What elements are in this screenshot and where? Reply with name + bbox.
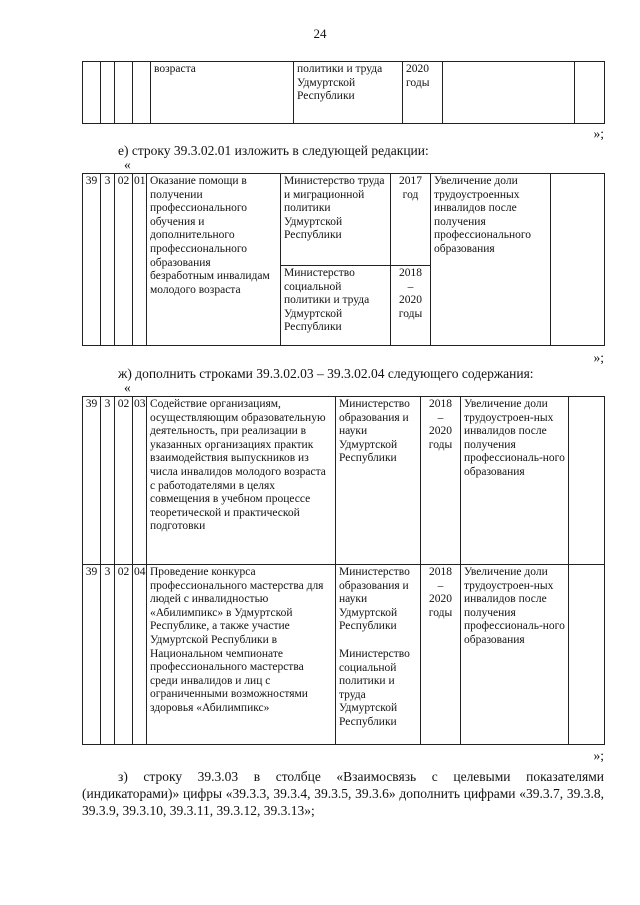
cell-years: 2018 – 2020 годы	[421, 397, 461, 565]
paragraph-e: е) строку 39.3.02.01 изложить в следующей редакции:	[118, 143, 429, 158]
cell	[101, 62, 115, 124]
cell-years: 2018 – 2020 годы	[391, 266, 431, 346]
closing-quote: »;	[593, 748, 604, 763]
cell-description: Оказание помощи в получении профессионального обучения и дополнительного профессионального образования безработным инвалидам молодого возраста	[147, 174, 281, 346]
cell-code-3: 02	[115, 174, 133, 346]
cell-code-1: 39	[83, 397, 101, 565]
cell-result	[443, 62, 575, 124]
cell-executor: политики и труда Удмуртской Республики	[294, 62, 403, 124]
opening-quote: «	[124, 157, 131, 172]
executor-name: Министерство социальной политики и труда Удмуртской Республики	[339, 647, 410, 728]
cell-description: Проведение конкурса профессионального мастерства для людей с инвалидностью «Абилимпикс» в Удмуртской Республике, а также участие Удмуртской Республики в Национальном чемпионате профессионального мастерства среди инвалидов и лиц с ограниченными возможностями здоровья «Абилимпикс»	[147, 565, 336, 745]
cell-years: 2018 – 2020 годы	[421, 565, 461, 745]
cell-code-2: 3	[101, 174, 115, 346]
table-row	[83, 174, 605, 266]
table-row	[83, 565, 605, 745]
cell-code-1: 39	[83, 174, 101, 346]
paragraph-zh: ж) дополнить строками 39.3.02.03 – 39.3.02.04 следующего содержания:	[118, 366, 534, 381]
table-row	[83, 397, 605, 565]
page-number: 24	[313, 26, 327, 41]
cell-executor: Министерство труда и миграционной политики Удмуртской Республики	[281, 174, 391, 266]
cell-description: возраста	[151, 62, 294, 124]
executor-name: Министерство образования и науки Удмуртской Республики	[339, 566, 410, 633]
cell	[83, 62, 101, 124]
cell-code-3: 02	[115, 565, 133, 745]
cell	[575, 62, 605, 124]
cell-result: Увеличение доли трудоустроен-ных инвалидов после получения профессиональ-ного образования	[461, 565, 569, 745]
closing-quote: »;	[593, 126, 604, 141]
cell-executor: Министерство социальной политики и труда Удмуртской Республики	[281, 266, 391, 346]
cell-empty	[569, 565, 605, 745]
cell-executor: Министерство образования и науки Удмуртской Республики	[336, 397, 421, 565]
cell	[115, 62, 133, 124]
cell-code-1: 39	[83, 565, 101, 745]
paragraph-z: з) строку 39.3.03 в столбце «Взаимосвязь с целевыми показателями (индикаторами)» цифры «39.3.3, 39.3.4, 39.3.5, 39.3.6» дополнить цифрами «39.3.7, 39.3.8, 39.3.9, 39.3.10, 39.3.11, 39.3.12, 39.3.13»;	[82, 769, 604, 818]
cell-code-4: 03	[133, 397, 147, 565]
opening-quote: «	[124, 380, 131, 395]
cell-code-2: 3	[101, 565, 115, 745]
cell-code-4: 04	[133, 565, 147, 745]
cell-years: 2017 год	[391, 174, 431, 266]
cell-empty	[569, 397, 605, 565]
cell	[133, 62, 151, 124]
top-table	[82, 61, 605, 124]
cell-code-4: 01	[133, 174, 147, 346]
cell-empty	[551, 174, 605, 346]
table-rows-39-3-02-03-04	[82, 396, 605, 745]
table-row-39-3-02-01	[82, 173, 605, 346]
cell-code-2: 3	[101, 397, 115, 565]
cell-result: Увеличение доли трудоустроенных инвалидов после получения профессионального образования	[431, 174, 551, 346]
cell-executor	[336, 565, 421, 745]
cell-years: 2020 годы	[403, 62, 443, 124]
cell-description: Содействие организациям, осуществляющим образовательную деятельность, при реализации в указанных организациях практик взаимодействия выпускников из числа инвалидов молодого возраста с работодателями в целях совмещения в учебном процессе теоретической и практической подготовки	[147, 397, 336, 565]
cell-result: Увеличение доли трудоустроен-ных инвалидов после получения профессиональ-ного образования	[461, 397, 569, 565]
cell-code-3: 02	[115, 397, 133, 565]
closing-quote: »;	[593, 350, 604, 365]
table-row	[83, 62, 605, 124]
